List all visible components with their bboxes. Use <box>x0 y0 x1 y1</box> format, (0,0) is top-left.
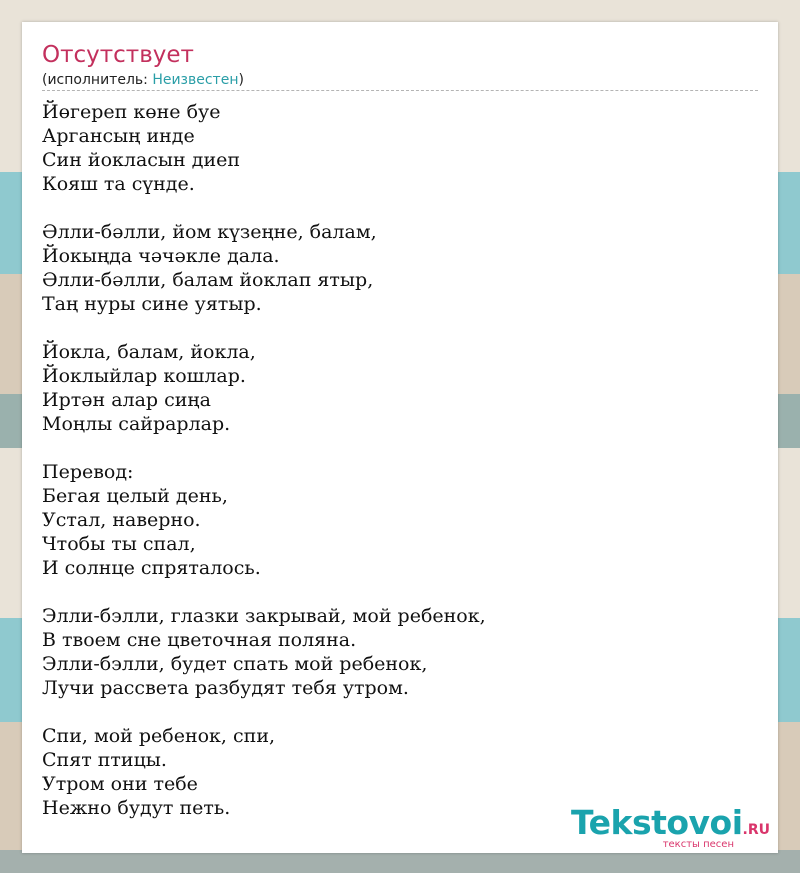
logo-domain: .RU <box>742 822 770 838</box>
lyric-line: Әлли-бәлли, балам йоклап ятыр, <box>42 269 374 291</box>
lyric-line: Бегая целый день, <box>42 485 228 507</box>
lyric-line: Иртән алар сиңа <box>42 389 211 411</box>
site-logo[interactable] <box>570 803 770 850</box>
lyric-line <box>42 436 758 460</box>
artist-link[interactable]: Неизвестен <box>152 72 239 88</box>
lyric-line: Элли-бэлли, будет спать мой ребенок, <box>42 653 428 675</box>
lyrics-card <box>22 22 778 853</box>
lyric-line: Таң нуры сине уятыр. <box>42 293 262 315</box>
lyric-line: Утром они тебе <box>42 773 198 795</box>
background-stripe <box>0 850 800 873</box>
lyric-line: Перевод: <box>42 461 134 483</box>
lyric-line <box>42 700 758 724</box>
lyric-line <box>42 580 758 604</box>
lyric-line: Йокыңда чәчәкле дала. <box>42 245 280 267</box>
song-title: Отсутствует <box>42 42 194 68</box>
lyric-line: Йокла, балам, йокла, <box>42 341 256 363</box>
lyric-line: Кояш та сүнде. <box>42 173 195 195</box>
lyric-line: Элли-бэлли, глазки закрывай, мой ребенок, <box>42 605 486 627</box>
title-divider <box>42 90 758 91</box>
artist-prefix: (исполнитель: <box>42 72 153 88</box>
lyric-line: Спи, мой ребенок, спи, <box>42 725 276 747</box>
logo-wordmark: Tekstovoi <box>570 803 743 842</box>
lyric-line: Йөгереп көне буе <box>42 101 221 123</box>
lyric-line: Әлли-бәлли, йом күзеңне, балам, <box>42 221 377 243</box>
lyric-line: Моңлы сайрарлар. <box>42 413 231 435</box>
lyric-line <box>42 196 758 220</box>
lyric-line: Нежно будут петь. <box>42 797 231 819</box>
lyric-line: Лучи рассвета разбудят тебя утром. <box>42 677 409 699</box>
lyric-line: Чтобы ты спал, <box>42 533 196 555</box>
lyric-line: Устал, наверно. <box>42 509 201 531</box>
lyric-line: Аргансың инде <box>42 125 195 147</box>
lyrics-text <box>42 100 758 820</box>
lyric-line: В твоем сне цветочная поляна. <box>42 629 357 651</box>
logo-tagline: тексты песен <box>662 839 734 850</box>
lyric-line: Спят птицы. <box>42 749 167 771</box>
lyric-line: Син йокласын диеп <box>42 149 241 171</box>
artist-line <box>42 72 244 88</box>
lyric-line <box>42 316 758 340</box>
artist-suffix: ) <box>238 72 244 88</box>
lyric-line: Йоклыйлар кошлар. <box>42 365 246 387</box>
lyric-line: И солнце спряталось. <box>42 557 261 579</box>
